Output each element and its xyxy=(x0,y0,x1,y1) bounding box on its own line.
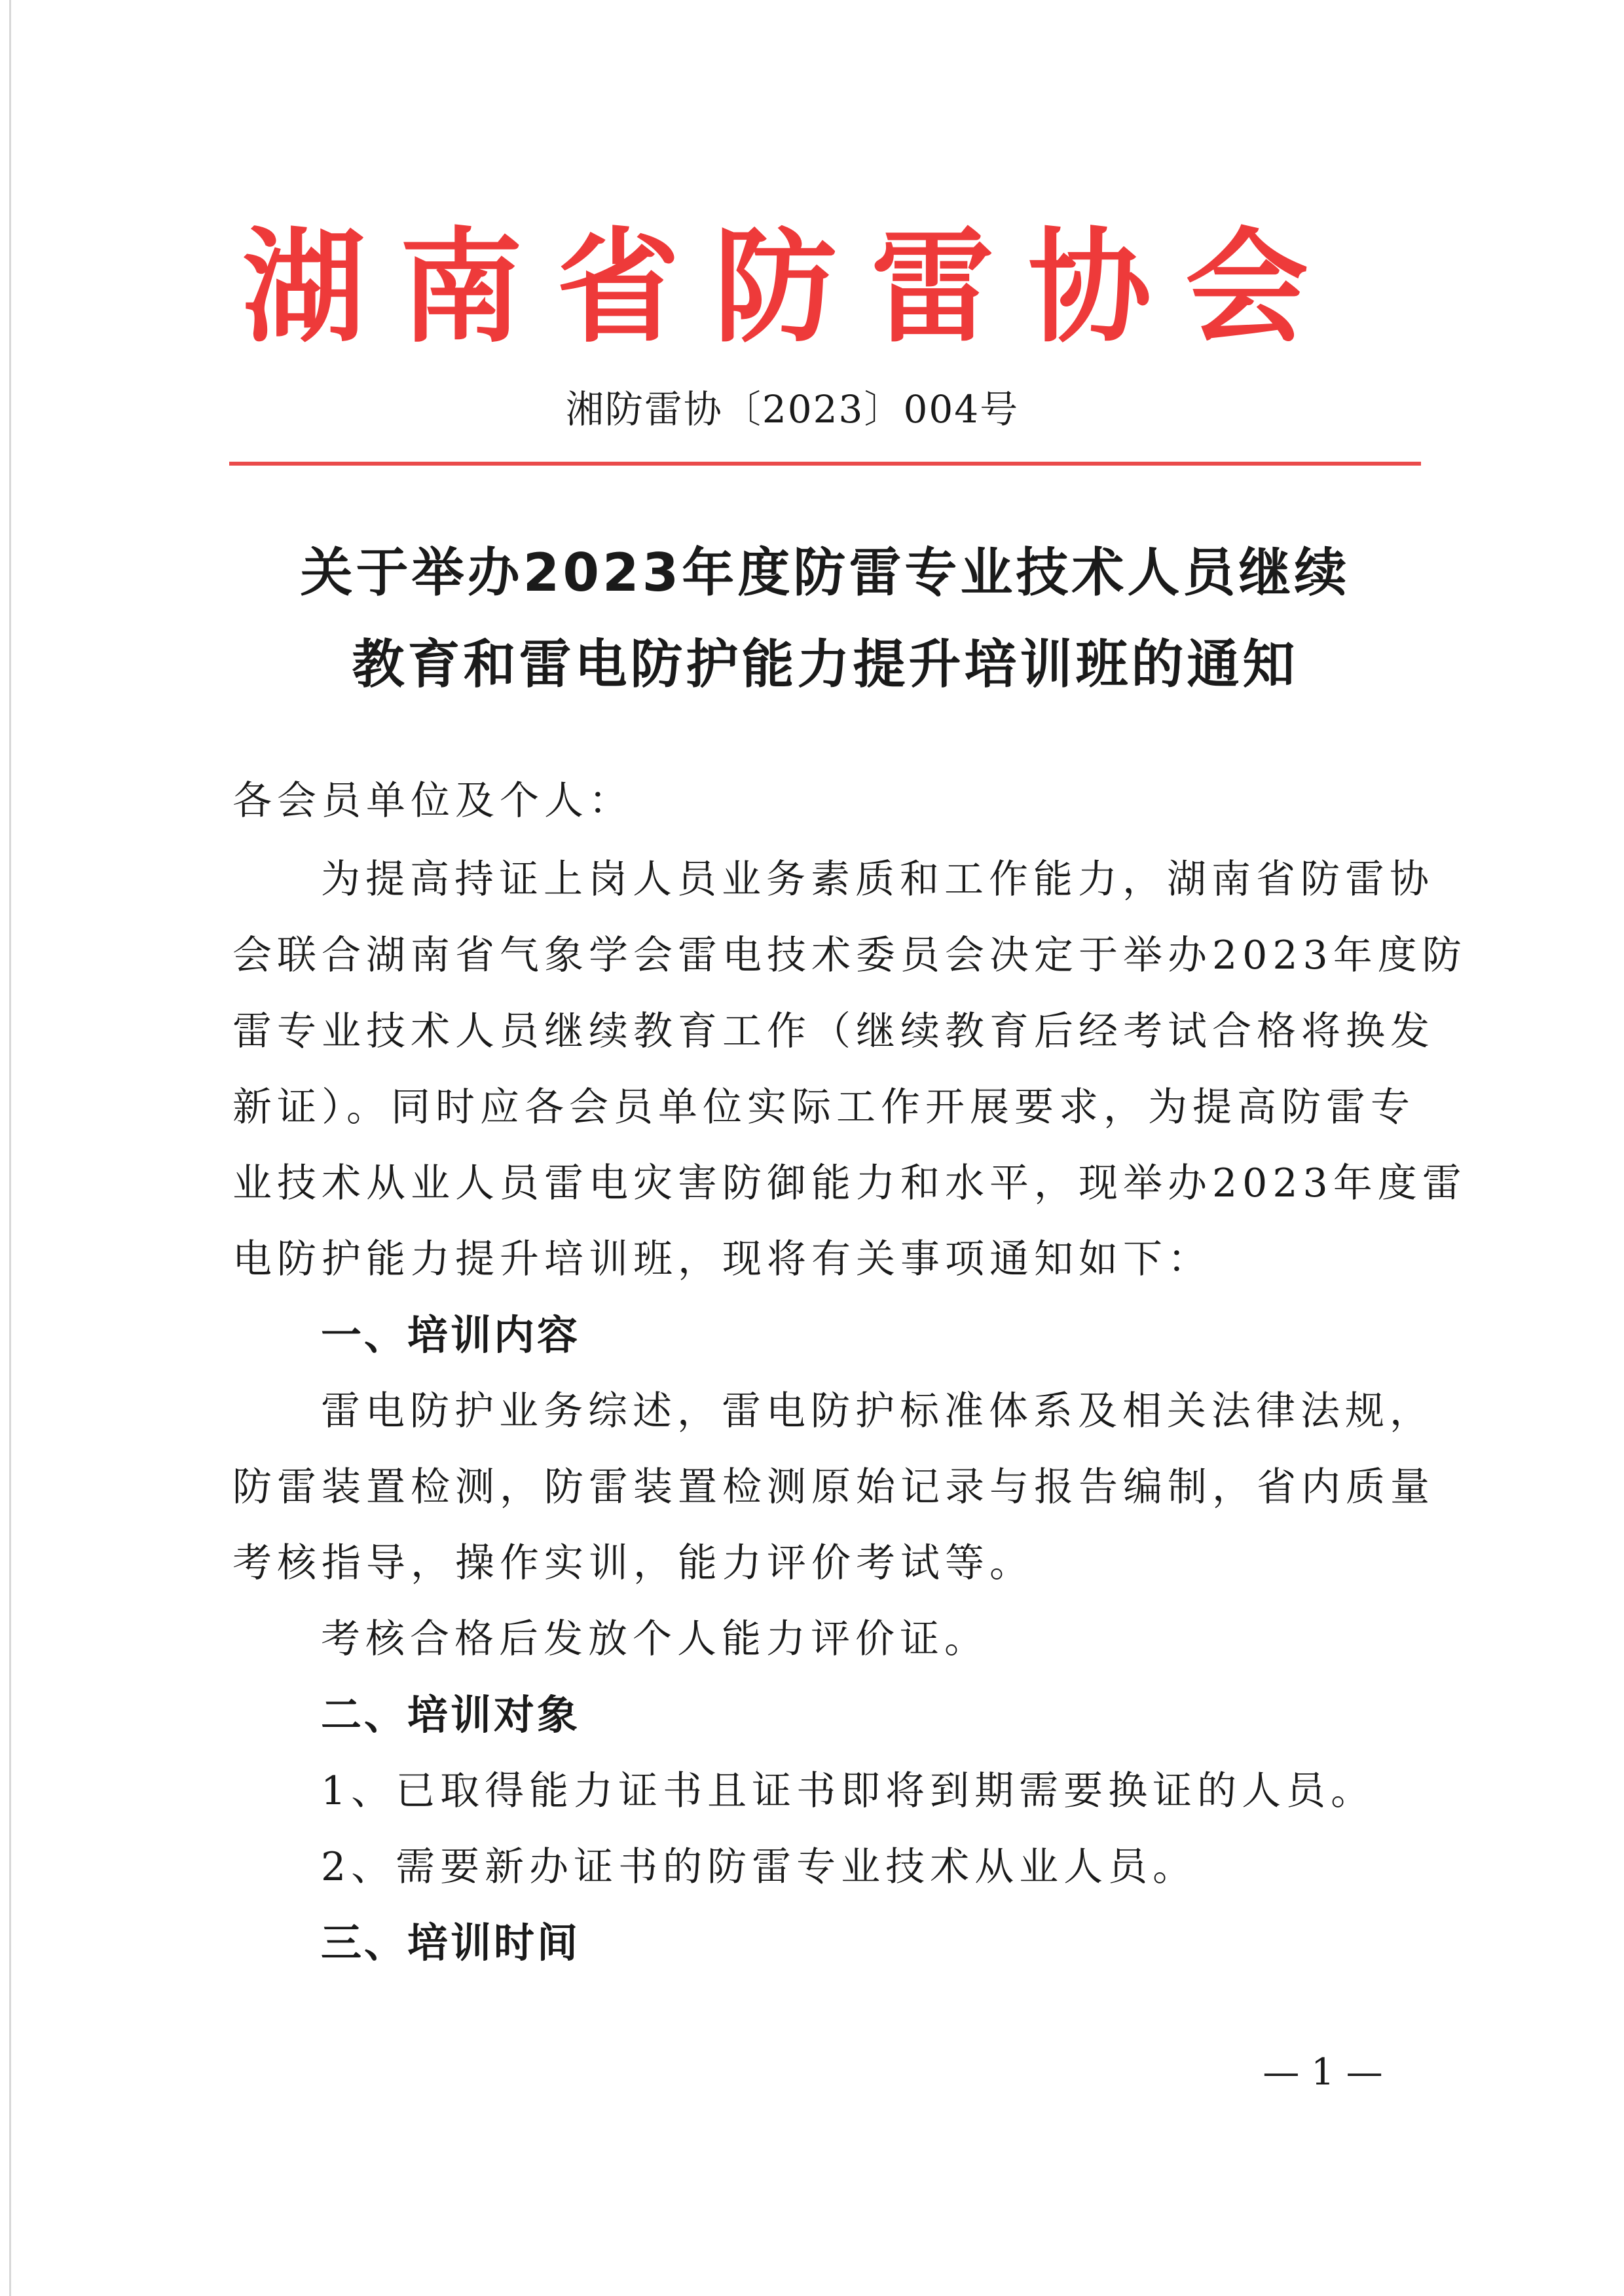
content-note: 考核合格后发放个人能力评价证。 xyxy=(321,1616,989,1662)
document-number: 湘防雷协〔2023〕004号 xyxy=(565,387,1020,432)
content-line-1: 雷电防护业务综述，雷电防护标准体系及相关法律法规， xyxy=(321,1388,1434,1434)
intro-line-5: 业技术从业人员雷电灾害防御能力和水平，现举办2023年度雷 xyxy=(232,1160,1467,1206)
organization-header: 湖南省防雷协会 xyxy=(242,216,1342,360)
title-line-2: 教育和雷电防护能力提升培训班的通知 xyxy=(352,634,1299,695)
content-line-3: 考核指导，操作实训，能力评价考试等。 xyxy=(232,1540,1034,1586)
scan-edge xyxy=(9,0,11,2296)
intro-line-4: 新证）。同时应各会员单位实际工作开展要求，为提高防雷专 xyxy=(232,1084,1415,1130)
page-number: — 1 — xyxy=(1263,2051,1383,2094)
section-heading-content: 一、培训内容 xyxy=(321,1311,581,1359)
header-divider xyxy=(229,462,1421,466)
content-line-2: 防雷装置检测，防雷装置检测原始记录与报告编制，省内质量 xyxy=(232,1464,1435,1510)
title-line-1: 关于举办2023年度防雷专业技术人员继续 xyxy=(300,542,1350,603)
audience-item-1: 1、已取得能力证书且证书即将到期需要换证的人员。 xyxy=(321,1768,1376,1814)
salutation: 各会员单位及个人： xyxy=(232,778,633,824)
intro-line-2: 会联合湖南省气象学会雷电技术委员会决定于举办2023年度防 xyxy=(232,933,1467,978)
document-title xyxy=(196,527,1454,711)
intro-line-6: 电防护能力提升培训班，现将有关事项通知如下： xyxy=(232,1236,1212,1282)
section-heading-time: 三、培训时间 xyxy=(321,1919,581,1967)
intro-line-1: 为提高持证上岗人员业务素质和工作能力，湖南省防雷协 xyxy=(321,857,1434,902)
audience-item-2: 2、需要新办证书的防雷专业技术从业人员。 xyxy=(321,1844,1198,1890)
section-heading-audience: 二、培训对象 xyxy=(321,1691,581,1739)
intro-line-3: 雷专业技术人员继续教育工作（继续教育后经考试合格将换发 xyxy=(232,1009,1435,1054)
